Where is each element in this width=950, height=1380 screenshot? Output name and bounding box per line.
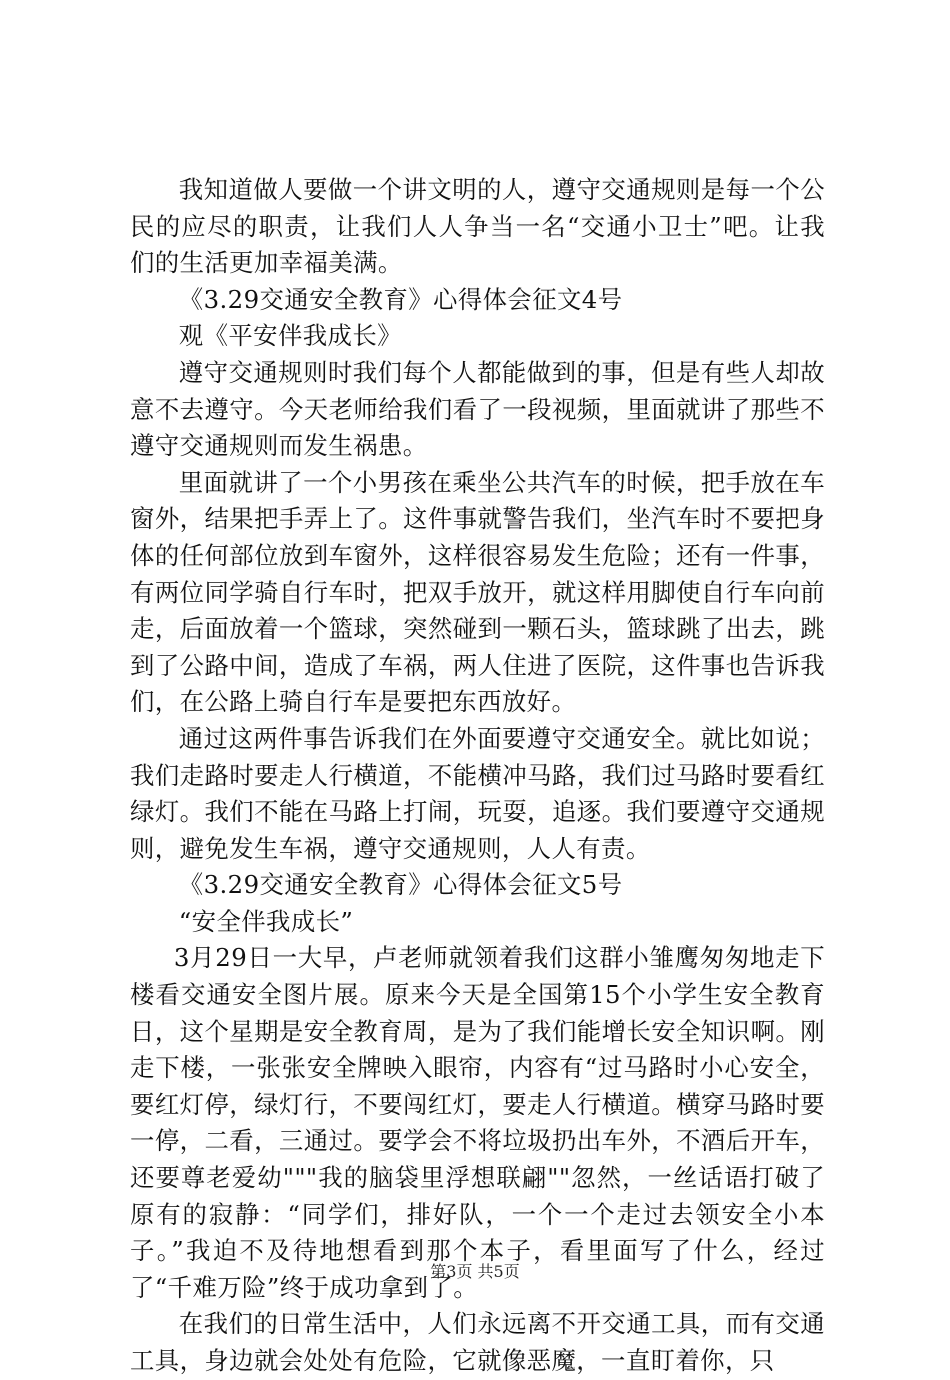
essay-title-4: 观《平安伴我成长》 xyxy=(178,321,402,351)
page-number: 第3页 共5页 xyxy=(430,1262,520,1281)
paragraph-body: 遵守交通规则时我们每个人都能做到的事，但是有些人却故意不去遵守。今天老师给我们看了一段视频，里面就讲了那些不遵守交通规则而发生祸患。 xyxy=(130,357,825,461)
paragraph-body: 通过这两件事告诉我们在外面要遵守交通安全。就比如说；我们走路时要走人行横道，不能横冲马路，我们过马路时要看红绿灯。我们不能在马路上打闹，玩耍，追逐。我们要遵守交通规则，避免发生车祸，遵守交通规则，人人有责。 xyxy=(130,723,825,863)
paragraph-body: 3月29日一大早，卢老师就领着我们这群小雏鹰匆匆地走下楼看交通安全图片展。原来今天是全国第15个小学生安全教育日，这个星期是安全教育周，是为了我们能增长安全知识啊。刚走下楼，一张张安全牌映入眼帘，内容有“过马路时小心安全，要红灯停，绿灯行，不要闯红灯，要走人行横道。横穿马路时要一停，二看，三通过。要学会不将垃圾扔出车外，不酒后开车，还要尊老爱幼"""我的脑袋里浮想联翩""忽然，一丝话语打破了原有的寂静：“同学们，排好队，一个一个走过去领安全小本子。”我迫不及待地想看到那个本子，看里面写了什么，经过了“千难万险”终于成功拿到了。 xyxy=(130,943,825,1302)
document-body xyxy=(130,172,825,1380)
essay-heading-4: 《3.29交通安全教育》心得体会征文4号 xyxy=(178,284,623,314)
paragraph-body: 里面就讲了一个小男孩在乘坐公共汽车的时候，把手放在车窗外，结果把手弄上了。这件事就警告我们，坐汽车时不要把身体的任何部位放到车窗外，这样很容易发生危险；还有一件事，有两位同学骑自行车时，把双手放开，就这样用脚使自行车向前走，后面放着一个篮球，突然碰到一颗石头，篮球跳了出去，跳到了公路中间，造成了车祸，两人住进了医院，这件事也告诉我们，在公路上骑自行车是要把东西放好。 xyxy=(130,467,825,717)
paragraph-closing: 我知道做人要做一个讲文明的人，遵守交通规则是每一个公民的应尽的职责，让我们人人争当一名“交通小卫士”吧。让我们的生活更加幸福美满。 xyxy=(130,175,825,278)
essay-title-5: “安全伴我成长” xyxy=(178,906,354,936)
paragraph-body: 在我们的日常生活中，人们永远离不开交通工具，而有交通工具，身边就会处处有危险，它就像恶魔，一直盯着你，只 xyxy=(130,1309,825,1375)
essay-heading-5: 《3.29交通安全教育》心得体会征文5号 xyxy=(178,870,623,900)
